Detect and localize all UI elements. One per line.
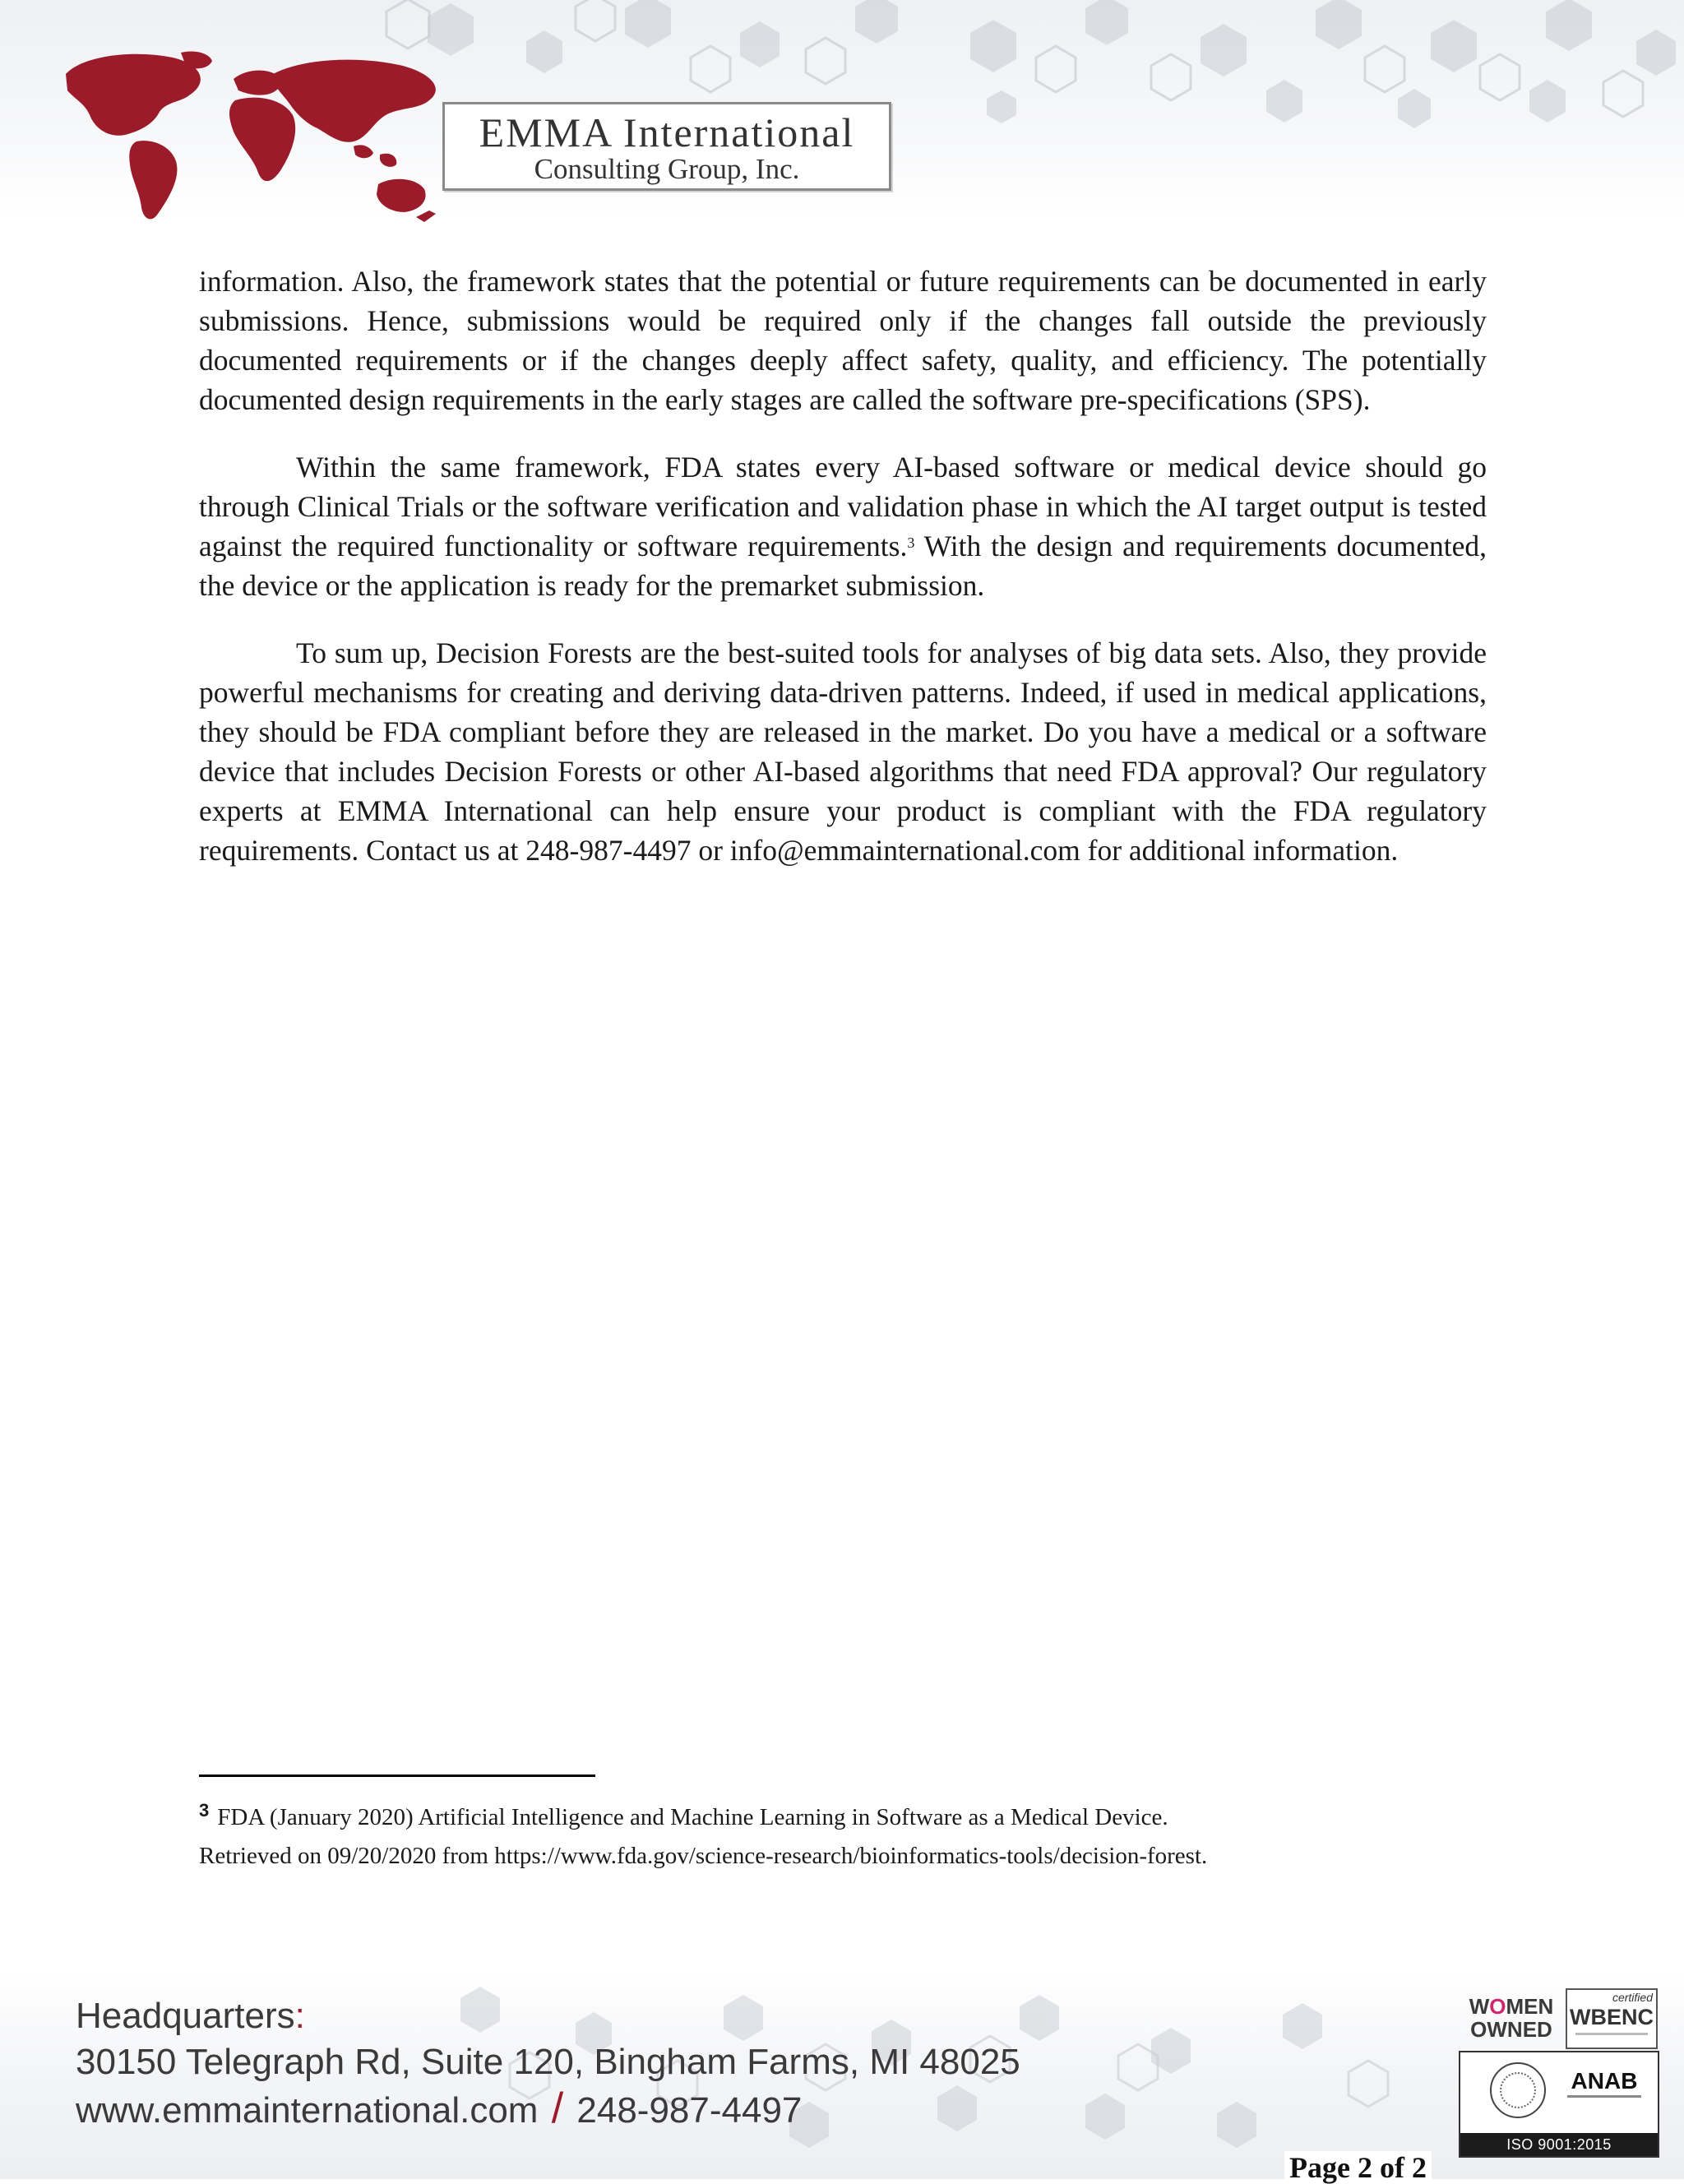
anab-underline: [1567, 2095, 1641, 2098]
iso-certification-badge: [1459, 2051, 1659, 2158]
body-paragraph-3: To sum up, Decision Forests are the best-suited tools for analyses of big data sets. Also, they provide powerful mechanisms for creating and deriving data-driven patterns. Indeed, if used in medical applications, they should be FDA compliant before they are released in the market. Do you have a medical or a software device that includes Decision Forests or other AI-based algorithms that need FDA approval? Our regulatory experts at EMMA International can help ensure your product is compliant with the FDA regulatory requirements. Contact us at 248-987-4497 or info@emmainternational.com for additional information.: [199, 636, 1487, 867]
body-paragraph-2-text: Within the same framework, FDA states every AI-based software or medical device should go through Clinical Trials or the software verification and validation phase in which the AI target output is tested against the required functionality or software requirements.: [199, 451, 1487, 562]
women-owned-badge: [1460, 1995, 1562, 2049]
contact-line: [76, 2085, 1020, 2134]
footnote-number: 3: [199, 1800, 210, 1821]
body-paragraph-2-continued: With the design and requirements documented, the device or the application is ready for the premarket submission.: [199, 530, 1487, 602]
footnote-line-1: FDA (January 2020) Artificial Intelligence and Machine Learning in Software as a Medical Device.: [217, 1804, 1168, 1830]
wbenc-label: WBENC: [1570, 2005, 1654, 2029]
contact-separator: /: [551, 2085, 564, 2132]
women-letter-o: O: [1489, 1994, 1506, 2019]
footnote-divider: [199, 1774, 595, 1777]
phone-number[interactable]: 248-987-4497: [576, 2090, 803, 2131]
document-body: [199, 261, 1487, 898]
iso-label: ISO 9001:2015: [1460, 2133, 1658, 2156]
page-number: Page 2 of 2: [1284, 2151, 1432, 2184]
women-letters-men: MEN: [1506, 1994, 1554, 2019]
footnote-line-2[interactable]: Retrieved on 09/20/2020 from https://www.fda.gov/science-research/bioinformatics-tools/decision-forest.: [199, 1843, 1208, 1869]
footnote-reference[interactable]: 3: [907, 534, 915, 551]
company-logo: [442, 102, 891, 191]
world-map-logo-icon: [58, 49, 452, 230]
footnote: [199, 1796, 1487, 1873]
women-letter-w: W: [1469, 1994, 1490, 2019]
wbenc-divider: [1575, 2033, 1648, 2035]
anab-label: ANAB: [1571, 2068, 1638, 2094]
headquarters-label: [76, 1993, 1020, 2039]
wbenc-badge: [1566, 1988, 1658, 2049]
body-paragraph-2: [199, 447, 1487, 605]
body-paragraph-1: information. Also, the framework states that the potential or future requirements can be documented in early submissions. Hence, submissions would be required only if the changes fall outside the previously documented requirements or if the changes deeply affect safety, quality, and efficiency. The potentially documented design requirements in the early stages are called the software pre-specifications (SPS).: [199, 265, 1487, 416]
women-owned-line-2: OWNED: [1470, 2017, 1552, 2042]
certification-seal-icon: [1490, 2062, 1546, 2118]
women-owned-line-1: [1460, 1995, 1562, 2018]
headquarters-address: 30150 Telegraph Rd, Suite 120, Bingham Farms, MI 48025: [76, 2042, 1020, 2082]
headquarters-label-text: Headquarters: [76, 1996, 295, 2036]
website-link[interactable]: www.emmainternational.com: [76, 2090, 539, 2131]
company-name: EMMA International: [479, 109, 855, 155]
company-subtitle: Consulting Group, Inc.: [534, 153, 800, 185]
wbenc-certified-label: certified: [1612, 1991, 1653, 2004]
headquarters-colon: :: [294, 1996, 305, 2036]
headquarters-block: [76, 1993, 1020, 2134]
